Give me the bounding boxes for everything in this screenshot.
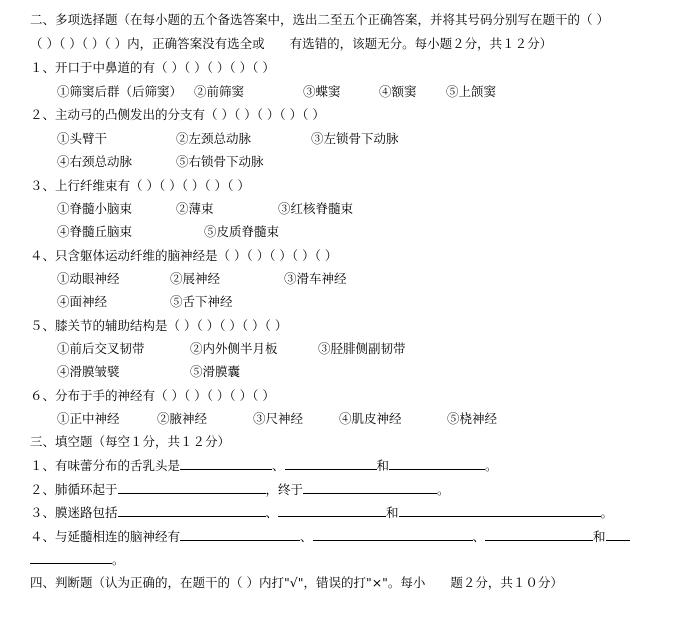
option: ④肌皮神经 [339,411,402,426]
answer-blank[interactable] [485,529,593,541]
separator: 和 [593,529,606,544]
option: ③滑车神经 [284,271,347,286]
answer-blank[interactable] [303,482,437,494]
end-mark: 。 [485,458,498,473]
question-text: ２、肺循环起于 [30,482,118,497]
option: ④脊髓丘脑束 [57,224,133,239]
answer-blank[interactable] [313,529,473,541]
option: ④面神经 [57,294,108,309]
option: ①脊髓小脑束 [57,201,133,216]
question-stem: ４、只含躯体运动纤维的脑神经是（ ）（ ）（ ）（ ）（ ） [30,248,338,263]
question-stem: ３、上行纤维束有（ ）（ ）（ ）（ ）（ ） [30,178,250,193]
option: ③尺神经 [253,411,304,426]
option: ⑤滑膜囊 [190,364,241,379]
option: ①头臂干 [57,131,108,146]
answer-blank[interactable] [180,458,272,470]
fill-question [30,458,498,474]
question-text: ４、与延髓相连的脑神经有 [30,529,181,544]
end-mark: 。 [112,552,125,567]
option: ②左颈总动脉 [176,131,252,146]
separator: 、 [300,529,313,544]
option: ③胫腓侧副韧带 [318,341,406,356]
section2-title-line2: （ ）（ ）（ ）（ ）内，正确答案没有选全或 有选错的，该题无分。每小题２分，共１２分） [30,36,553,51]
option: ③蝶窦 [303,84,341,99]
answer-blank[interactable] [278,505,386,517]
option: ①筛窦后群（后筛窦） [57,84,183,99]
answer-blank[interactable] [118,505,266,517]
option: ④右颈总动脉 [57,154,133,169]
option: ⑤桡神经 [447,411,498,426]
fill-question [30,505,613,521]
answer-blank[interactable] [606,529,630,541]
option: ②前筛窦 [194,84,245,99]
separator: 、 [265,505,279,520]
section4-title: 四、判断题（认为正确的，在题干的（ ）内打"√"，错误的打"×"。每小 题２分，共１０分） [30,575,563,590]
question-stem: １、开口于中鼻道的有（ ）（ ）（ ）（ ）（ ） [30,60,275,75]
separator: 、 [272,458,285,473]
option: ②腋神经 [157,411,208,426]
option: ④额窦 [379,84,417,99]
end-mark: 。 [600,505,614,520]
answer-blank[interactable] [180,529,300,541]
answer-blank[interactable] [285,458,377,470]
option: ②内外侧半月板 [190,341,278,356]
answer-blank[interactable] [30,552,112,564]
question-stem: ５、膝关节的辅助结构是（ ）（ ）（ ）（ ）（ ） [30,318,288,333]
question-text: ，终于 [265,482,304,497]
fill-question-continued [30,552,125,568]
option: ⑤右锁骨下动脉 [176,154,264,169]
option: ②薄束 [176,201,214,216]
option: ①前后交叉韧带 [57,341,145,356]
end-mark: 。 [437,482,450,497]
question-stem: ２、主动弓的凸侧发出的分支有（ ）（ ）（ ）（ ）（ ） [30,107,325,122]
fill-question [30,482,450,498]
option: ②展神经 [170,271,221,286]
option: ⑤皮质脊髓束 [204,224,280,239]
separator: 、 [472,529,486,544]
answer-blank[interactable] [389,458,485,470]
section2-title-line1: 二、多项选择题（在每小题的五个备选答案中，选出二至五个正确答案，并将其号码分别写在题干的（ ） [30,12,609,27]
option: ①动眼神经 [57,271,120,286]
question-text: １、有味蕾分布的舌乳头是 [30,458,181,473]
option: ⑤舌下神经 [170,294,233,309]
answer-blank[interactable] [118,482,266,494]
option: ①正中神经 [57,411,120,426]
answer-blank[interactable] [399,505,601,517]
option: ⑤上颌窦 [446,84,497,99]
option: ④滑膜皱襞 [57,364,120,379]
question-text: ３、膜迷路包括 [30,505,118,520]
option: ③红核脊髓束 [278,201,354,216]
separator: 和 [386,505,399,520]
section3-title: 三、填空题（每空１分，共１２分） [30,434,231,449]
question-stem: ６、分布于手的神经有（ ）（ ）（ ）（ ）（ ） [30,388,275,403]
separator: 和 [376,458,390,473]
option: ③左锁骨下动脉 [311,131,399,146]
fill-question [30,529,630,545]
